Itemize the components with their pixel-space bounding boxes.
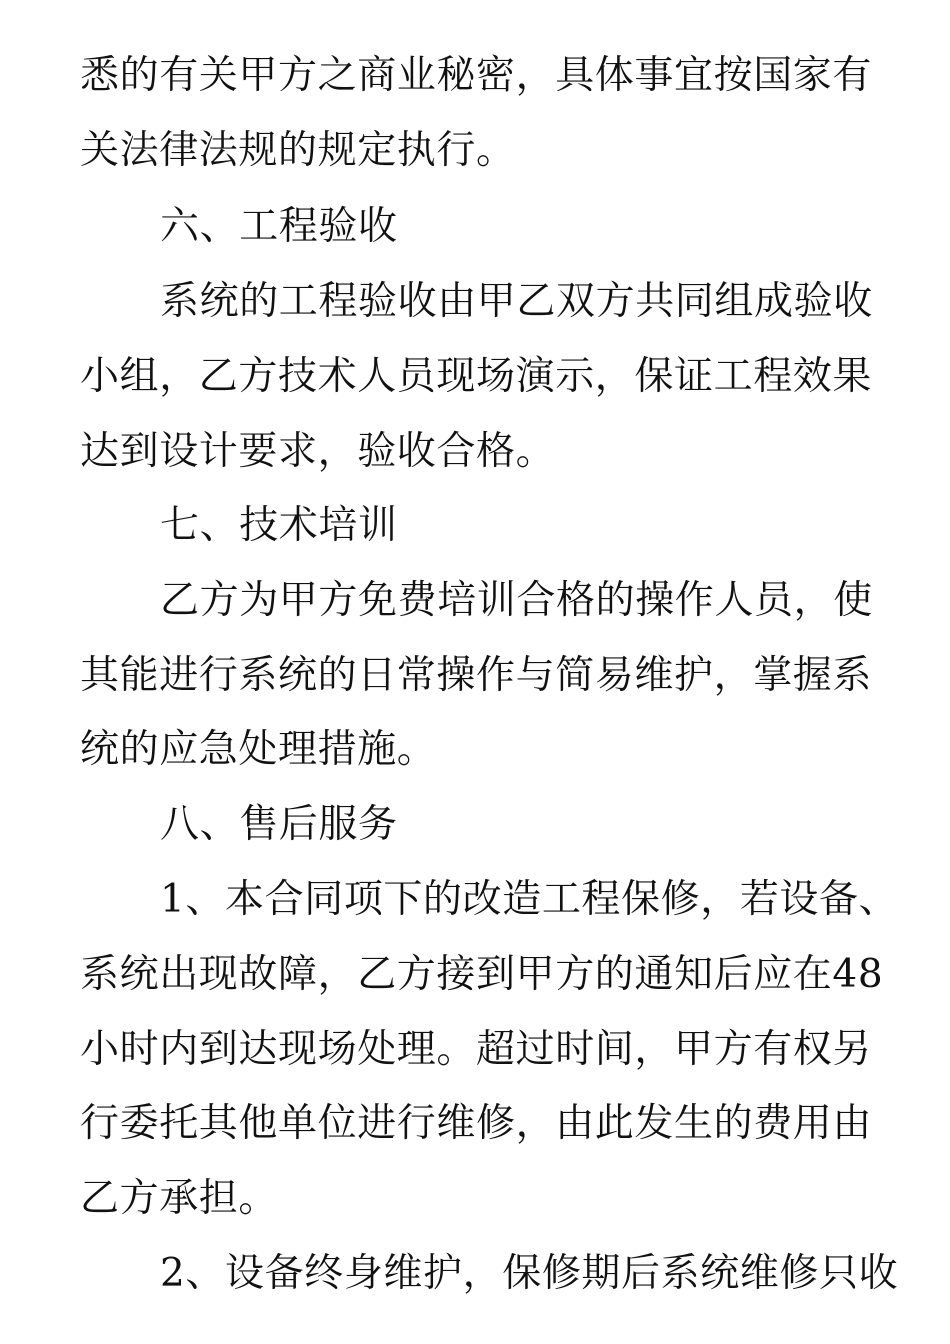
text-line: 悉的有关甲方之商业秘密，具体事宜按国家有 (80, 53, 873, 98)
text-line: 系统的工程验收由甲乙双方共同组成验收 (160, 279, 873, 324)
text-line: 其能进行系统的日常操作与简易维护，掌握系 (80, 653, 873, 698)
text-line: 达到设计要求，验收合格。 (80, 429, 556, 474)
text-line: 2、设备终身维护，保修期后系统维修只收 (160, 1251, 899, 1296)
text-line: 小时内到达现场处理。超过时间，甲方有权另 (80, 1027, 873, 1072)
text-line: 关法律法规的规定执行。 (80, 128, 516, 173)
text-line: 1、本合同项下的改造工程保修，若设备、 (160, 877, 899, 922)
text-line: 乙方承担。 (80, 1176, 279, 1221)
text-line: 行委托其他单位进行维修，由此发生的费用由 (80, 1101, 873, 1146)
text-line: 统的应急处理措施。 (80, 727, 437, 772)
section-heading: 八、售后服务 (160, 802, 398, 847)
section-heading: 七、技术培训 (160, 503, 398, 548)
section-heading: 六、工程验收 (160, 204, 398, 249)
text-line: 系统出现故障，乙方接到甲方的通知后应在48 (80, 952, 884, 997)
text-line: 乙方为甲方免费培训合格的操作人员，使 (160, 578, 873, 623)
text-line: 小组，乙方技术人员现场演示，保证工程效果 (80, 354, 873, 399)
